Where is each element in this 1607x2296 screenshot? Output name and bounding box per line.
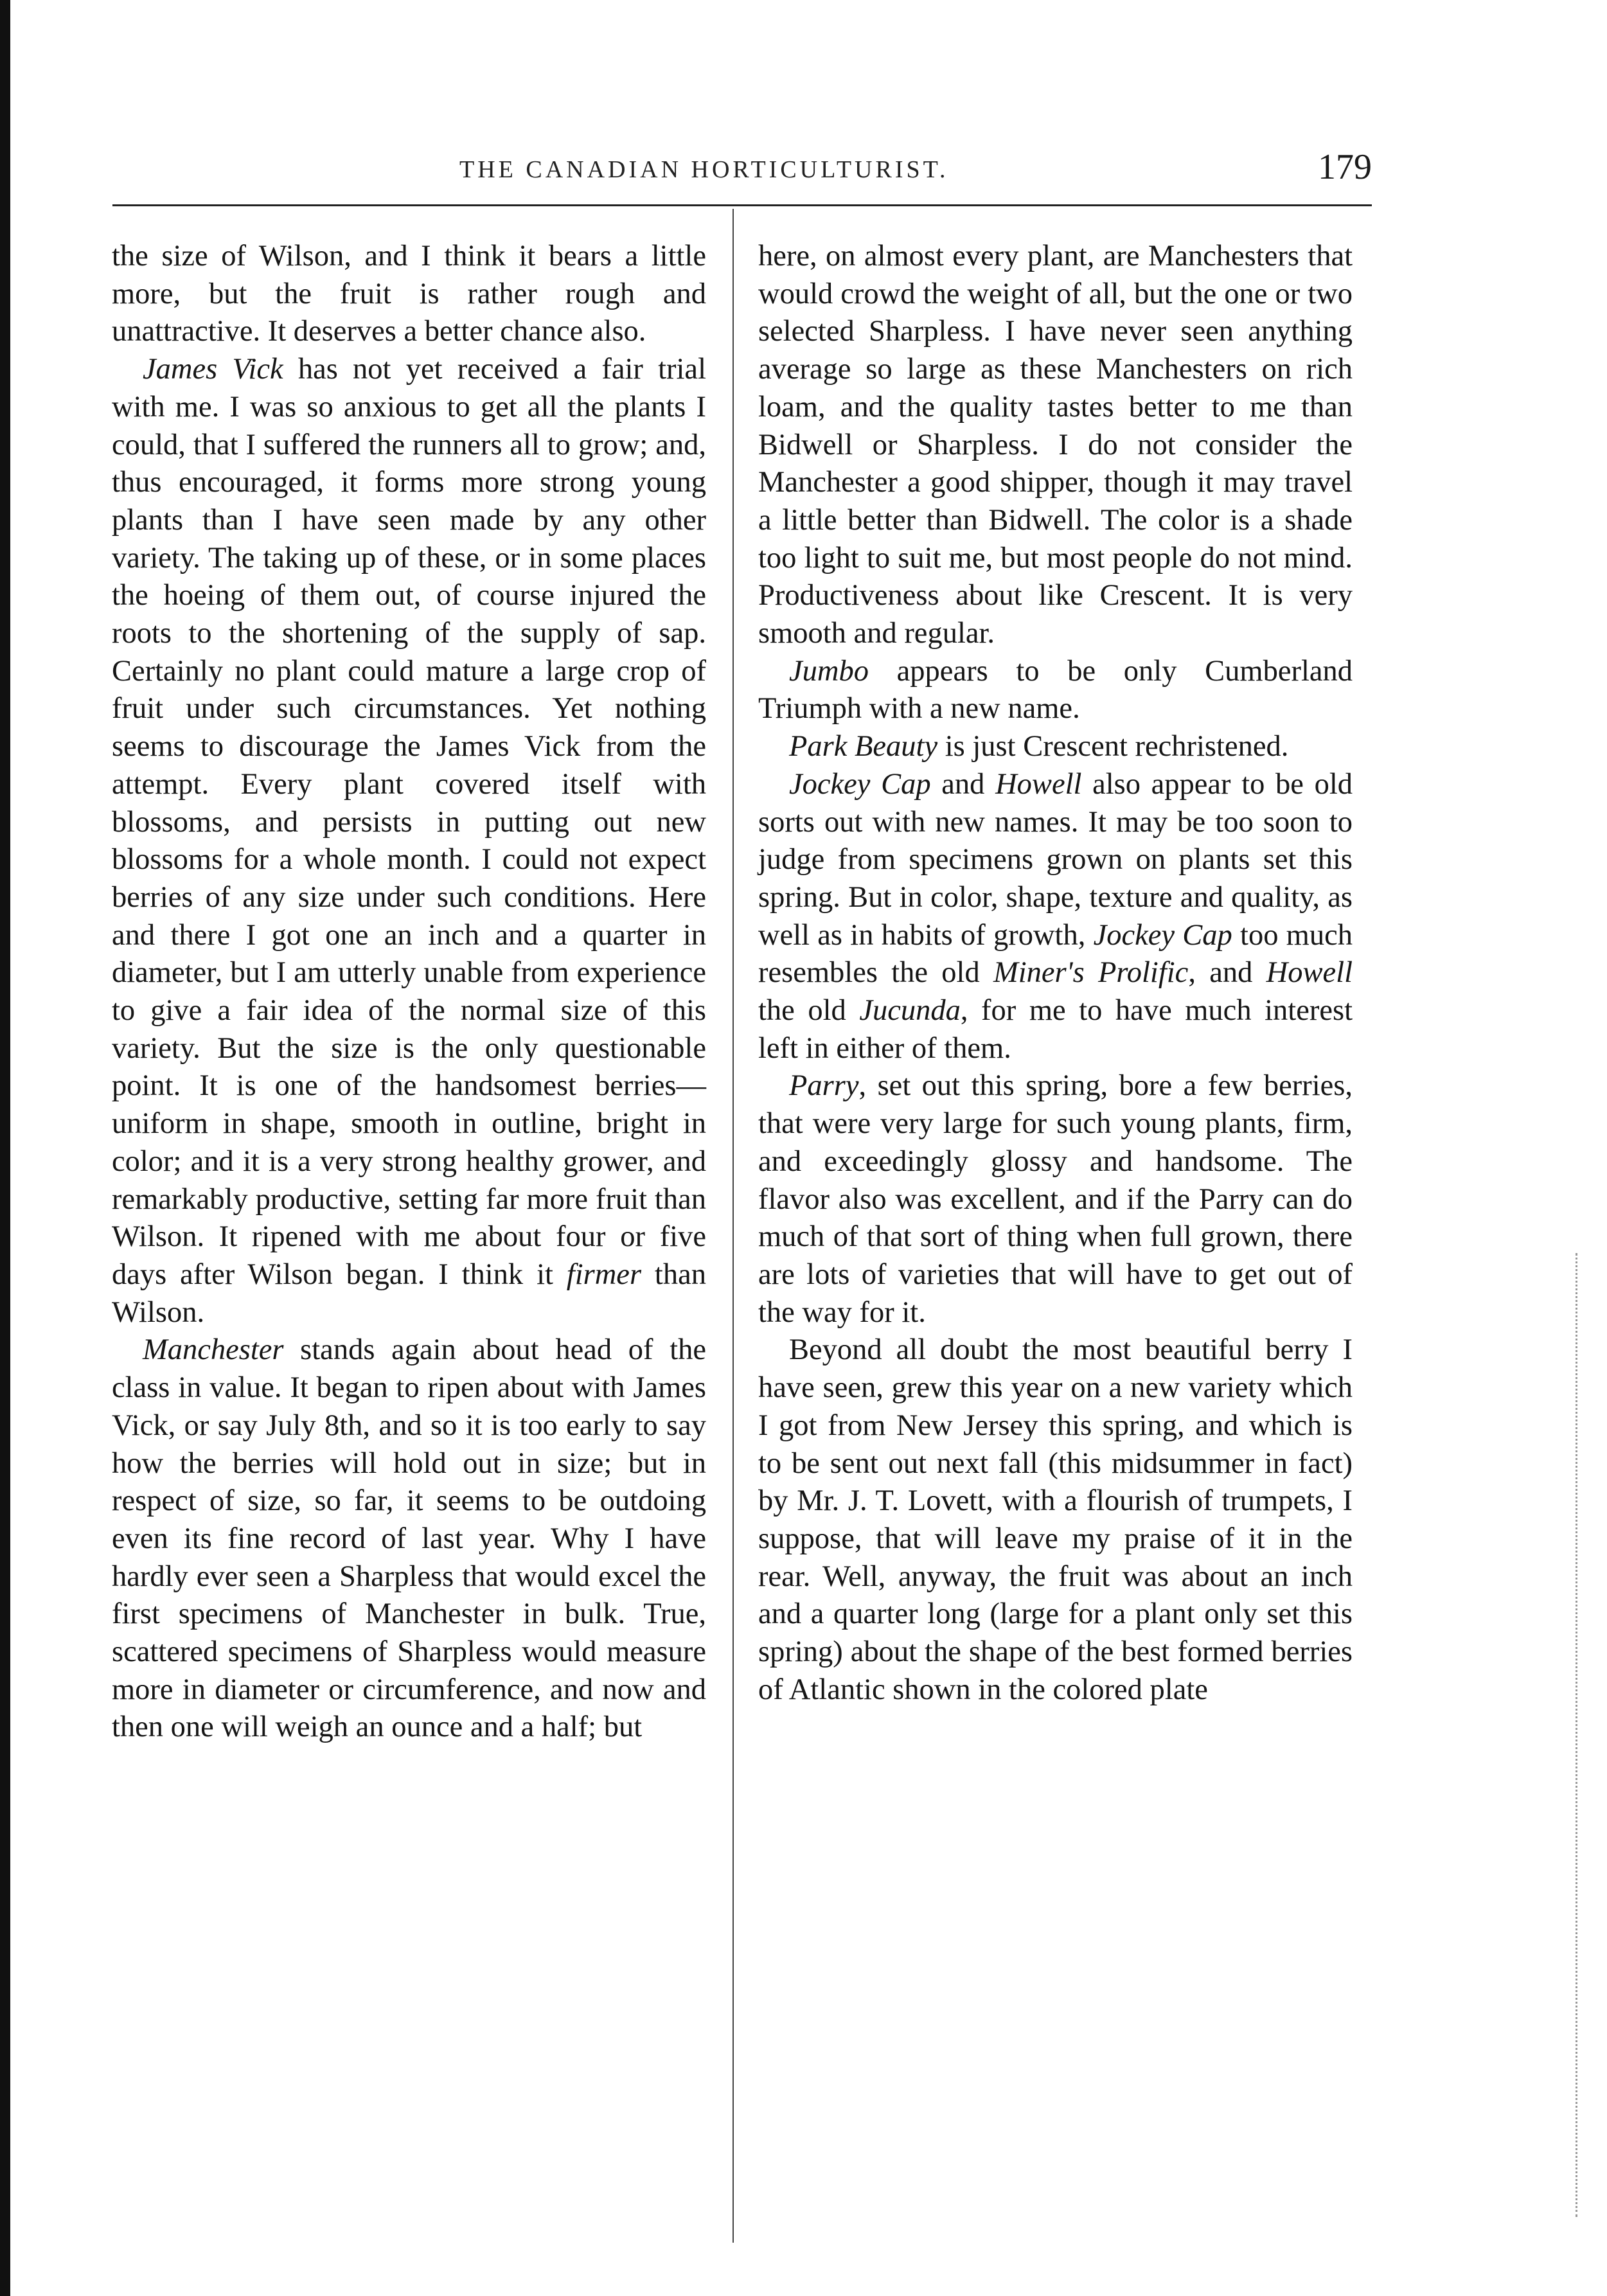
variety-name: James Vick: [143, 353, 283, 386]
variety-name: Jockey Cap: [789, 767, 931, 801]
paragraph-jumbo: Jumbo appears to be only Cumberland Triumph with a new name.: [758, 654, 1353, 725]
emphasis: firmer: [566, 1258, 642, 1291]
variety-name: Park Beauty: [789, 730, 938, 763]
variety-name: Jumbo: [789, 654, 869, 688]
paragraph-new-variety: Beyond all doubt the most beautiful berry I have seen, grew this year on a new variety which I got from New Jersey this spring, and which is to be sent out next fall (this midsummer in fact) by Mr. J. T. Lovett, with a flourish of trumpets, I suppose, that will leave my praise of it in the rear. Well, anyway, the fruit was about an inch and a quarter long (large for a plant only set this spring) about the shape of the best formed berries of Atlantic shown in the colored plate: [758, 1333, 1353, 1706]
margin-marks: [1576, 1253, 1581, 2217]
variety-name: Parry: [789, 1069, 859, 1103]
paragraph: the size of Wilson, and I think it bears a little more, but the fruit is rather rough and unattractive. It deserves a better chance also.: [112, 240, 706, 348]
paragraph-park-beauty: Park Beauty is just Crescent rechristened.: [789, 730, 1289, 763]
paragraph-parry: Parry, set out this spring, bore a few berries, that were very large for such young plants, firm, and exceedingly glossy and handsome. The flavor also was excellent, and if the Parry can do much of that sort of thing when full grown, there are lots of varieties that will have to get out of the way for it.: [758, 1069, 1353, 1329]
variety-name: Howell: [995, 767, 1082, 801]
paragraph-jockey-cap: Jockey Cap and Howell also appear to be old sorts out with new names. It may be too soon to judge from specimens grown on plants set this spring. But in color, shape, texture and quality, as well as in habits of growth, Jockey Cap too much resembles the old Miner's Prolific, and Howell the old Jucunda, for me to have much interest left in either of them.: [758, 767, 1353, 1065]
right-column: [758, 238, 1353, 1709]
column-divider: [732, 209, 734, 2243]
page-number: 179: [1318, 147, 1372, 187]
variety-name: Miner's Prolific: [993, 956, 1189, 990]
header-rule: [112, 204, 1372, 206]
paragraph: here, on almost every plant, are Manchesters that would crowd the weight of all, but the one or two selected Sharpless. I have never seen anything average so large as these Manchesters on rich loam, and the quality tastes better to me than Bidwell or Sharpless. I do not consider the Manchester a good shipper, though it may travel a little better than Bidwell. The color is a shade too light to suit me, but most people do not mind. Productiveness about like Crescent. It is very smooth and regular.: [758, 240, 1353, 650]
journal-title: THE CANADIAN HORTICULTURIST.: [459, 156, 949, 183]
variety-name: Jockey Cap: [1093, 918, 1232, 952]
left-column: [112, 238, 706, 1747]
variety-name: Jucunda: [859, 994, 961, 1028]
paragraph-manchester: Manchester stands again about head of the class in value. It began to ripen about with James Vick, or say July 8th, and so it is too early to say how the berries will hold out in size; but in respect of size, so far, it seems to be outdoing even its fine record of last year. Why I have hardly ever seen a Sharpless that would excel the first specimens of Manchester in bulk. True, scattered specimens of Sharpless would measure more in diameter or circumference, and now and then one will weigh an ounce and a half; but: [112, 1333, 706, 1744]
variety-name: Manchester: [143, 1333, 284, 1367]
paragraph-james-vick: James Vick has not yet received a fair trial with me. I was so anxious to get all the plants I could, that I suffered the runners all to grow; and, thus encouraged, it forms more strong young plants than I have seen made by any other variety. The taking up of these, or in some places the hoeing of them out, of course injured the roots to the shortening of the supply of sap. Certainly no plant could mature a large crop of fruit under such circumstances. Yet nothing seems to discourage the James Vick from the attempt. Every plant covered itself with blossoms, and persists in putting out new blossoms for a whole month. I could not expect berries of any size under such conditions. Here and there I got one an inch and a quarter in diameter, but I am utterly unable from experience to give a fair idea of the normal size of this variety. But the size is the only questionable point. It is one of the handsomest berries—uniform in shape, smooth in outline, bright in color; and it is a very strong healthy grower, and remarkably productive, setting far more fruit than Wilson. It ripened with me about four or five days after Wilson began. I think it firmer than Wilson.: [112, 353, 706, 1329]
scan-edge: [0, 0, 10, 2296]
running-header: [112, 147, 1372, 198]
variety-name: Howell: [1266, 956, 1353, 990]
